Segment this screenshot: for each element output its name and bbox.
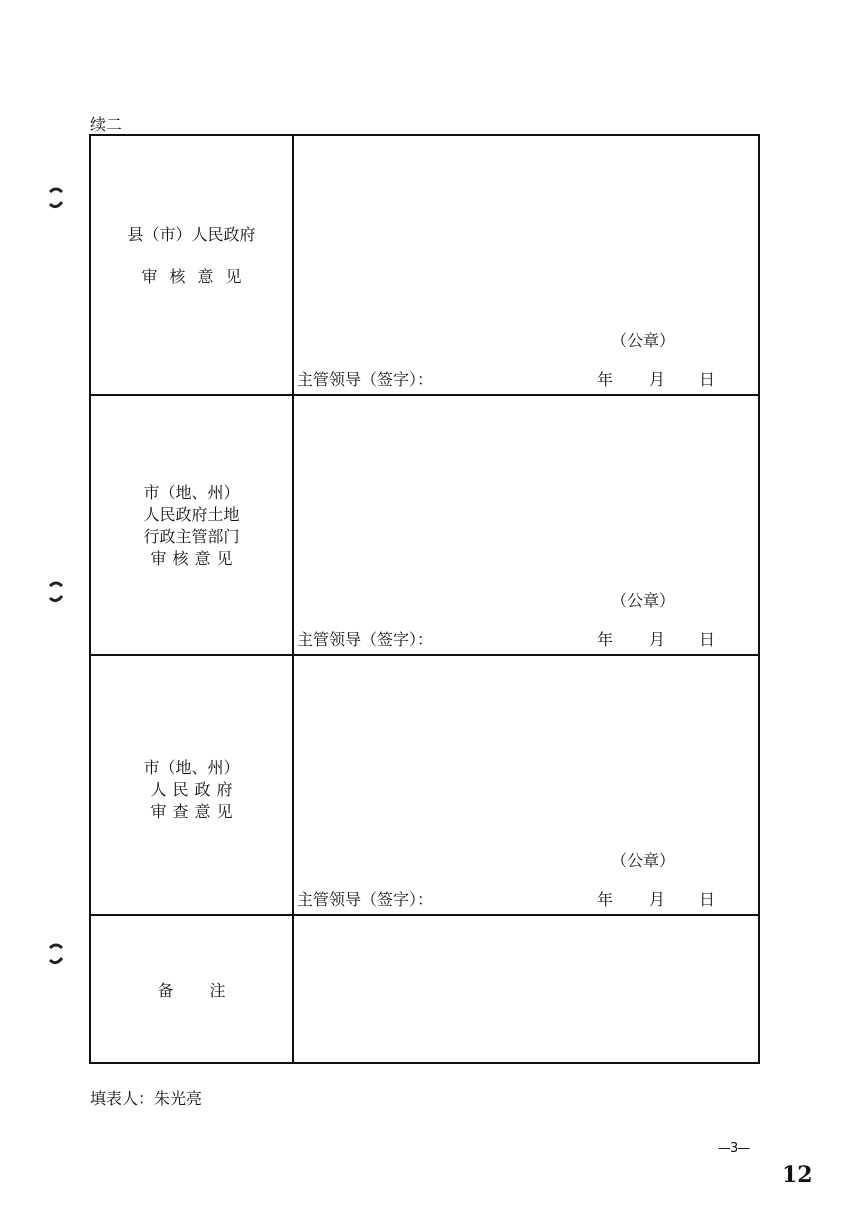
punch-hole-icon [46, 942, 66, 966]
official-seal-label: （公章） [611, 591, 676, 610]
label-line: 市（地、州） [143, 483, 240, 502]
label-line: 审核意见 [141, 267, 254, 286]
approval-form-table [89, 134, 760, 1064]
punch-hole-icon [46, 186, 66, 210]
date-day: 日 [699, 630, 716, 649]
label-line: 备注 [157, 981, 262, 1000]
punch-hole-icon [46, 580, 66, 604]
column-divider [292, 136, 294, 1062]
label-line: 市（地、州） [143, 758, 240, 777]
label-line: 县（市）人民政府 [127, 225, 256, 244]
prefecture-land-dept-review-label [91, 476, 292, 576]
date-year: 年 [597, 630, 614, 649]
date-year: 年 [597, 890, 614, 909]
continuation-label: 续二 [90, 115, 123, 134]
date-month: 月 [649, 890, 666, 909]
label-line: 人民政府 [150, 780, 239, 799]
row-divider [91, 654, 758, 656]
label-line: 人民政府土地 [143, 505, 240, 524]
leader-signature-label: 主管领导（签字）： [297, 890, 434, 909]
prefecture-government-review-label [91, 750, 292, 830]
remarks-label [91, 971, 292, 1011]
label-line: 审核意见 [150, 549, 239, 568]
leader-signature-label: 主管领导（签字）： [297, 370, 434, 389]
handwritten-mark: 12 [782, 1162, 813, 1188]
leader-signature-label: 主管领导（签字）： [297, 630, 434, 649]
label-line: 行政主管部门 [143, 527, 240, 546]
date-day: 日 [699, 370, 716, 389]
row-divider [91, 394, 758, 396]
label-line: 审查意见 [150, 802, 239, 821]
page-number: —3— [718, 1141, 750, 1156]
date-month: 月 [649, 370, 666, 389]
county-government-review-label [91, 196, 292, 316]
date-year: 年 [597, 370, 614, 389]
date-day: 日 [699, 890, 716, 909]
official-seal-label: （公章） [611, 851, 676, 870]
row-divider [91, 914, 758, 916]
official-seal-label: （公章） [611, 331, 676, 350]
form-filler: 填表人：朱光亮 [90, 1089, 203, 1108]
date-month: 月 [649, 630, 666, 649]
